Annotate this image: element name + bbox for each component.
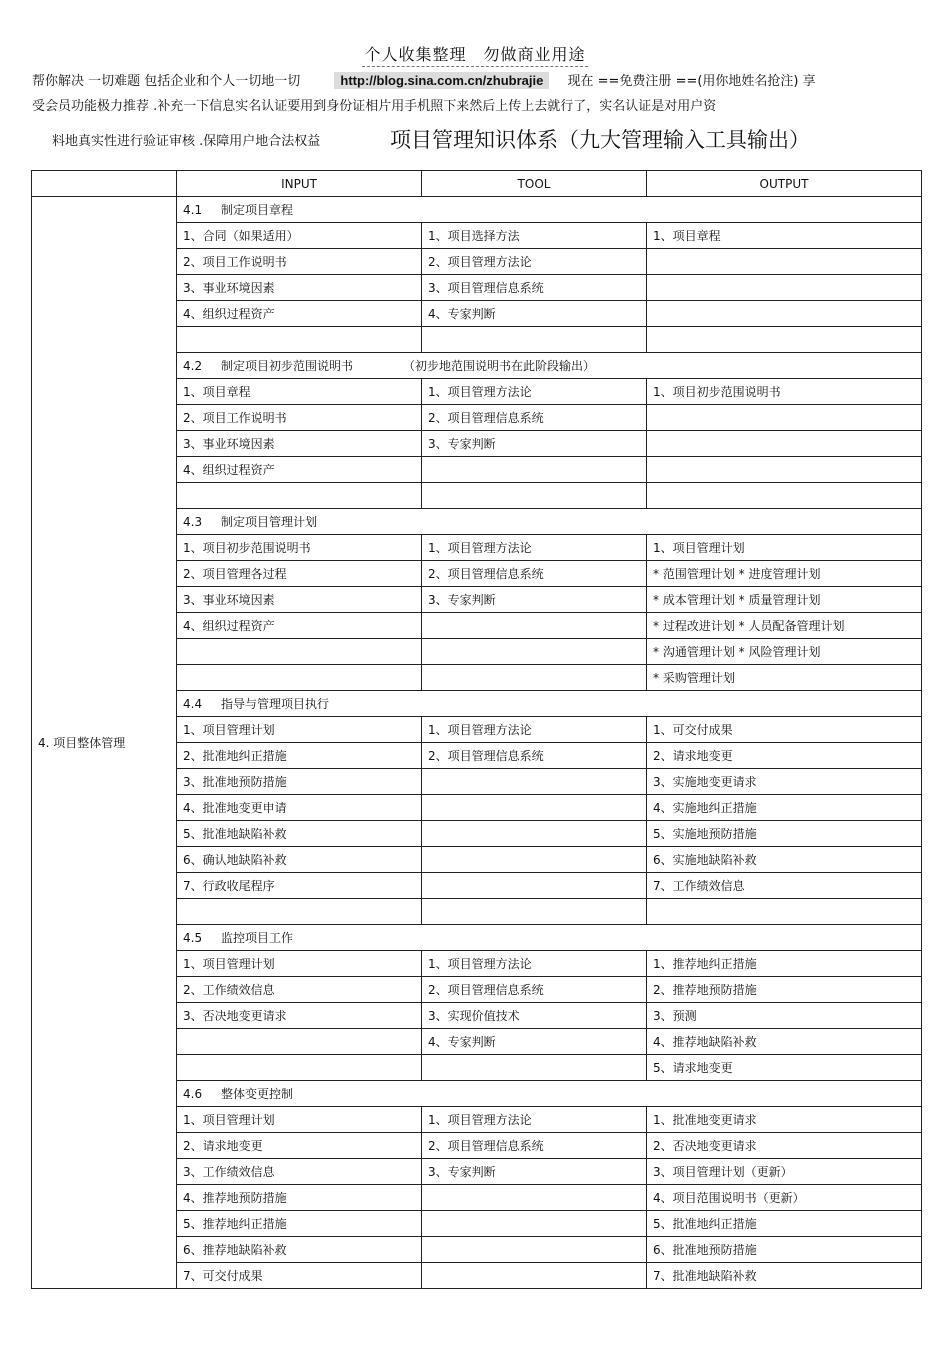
output-cell: 1、项目管理计划 [647,535,922,561]
promo-text: 帮你解决 一切难题 包括企业和个人一切地一切 [32,74,301,89]
output-cell: 2、否决地变更请求 [647,1133,922,1159]
input-cell [177,665,422,691]
output-cell: 7、工作绩效信息 [647,873,922,899]
input-cell [177,1029,422,1055]
header-output: OUTPUT [647,171,922,197]
section-number: 4.2 [183,359,203,373]
output-cell: * 沟通管理计划 * 风险管理计划 [647,639,922,665]
tool-cell: 3、专家判断 [422,431,647,457]
input-cell: 1、项目管理计划 [177,717,422,743]
section-title [177,353,922,379]
input-cell: 2、请求地变更 [177,1133,422,1159]
tool-cell: 2、项目管理信息系统 [422,1133,647,1159]
section-title [177,925,922,951]
input-cell: 3、事业环境因素 [177,275,422,301]
output-cell: 5、请求地变更 [647,1055,922,1081]
header-blank [32,171,177,197]
tool-cell: 2、项目管理信息系统 [422,977,647,1003]
output-cell [647,483,922,509]
output-cell: * 范围管理计划 * 进度管理计划 [647,561,922,587]
tool-cell [422,873,647,899]
input-cell: 3、工作绩效信息 [177,1159,422,1185]
section-note: （初步地范围说明书在此阶段输出） [403,359,596,373]
output-cell: 3、项目管理计划（更新） [647,1159,922,1185]
input-cell: 1、项目章程 [177,379,422,405]
tool-cell [422,1211,647,1237]
section-number: 4.4 [183,697,203,711]
tool-cell: 1、项目管理方法论 [422,379,647,405]
tool-cell [422,795,647,821]
promo-line-3: 料地真实性进行验证审核 .保障用户地合法权益 [52,134,321,149]
output-cell: 3、预测 [647,1003,922,1029]
input-cell: 1、项目管理计划 [177,1107,422,1133]
tool-cell: 4、专家判断 [422,301,647,327]
output-cell: 4、实施地纠正措施 [647,795,922,821]
section-number: 4.6 [183,1087,203,1101]
document-title: 项目管理知识体系（九大管理输入工具输出） [390,128,810,152]
output-cell: 7、批准地缺陷补救 [647,1263,922,1289]
tool-cell [422,613,647,639]
tool-cell [422,1055,647,1081]
input-cell: 3、事业环境因素 [177,431,422,457]
tool-cell: 1、项目管理方法论 [422,535,647,561]
input-cell [177,1055,422,1081]
input-cell: 4、组织过程资产 [177,457,422,483]
output-cell: 4、推荐地缺陷补救 [647,1029,922,1055]
tool-cell: 1、项目管理方法论 [422,951,647,977]
output-cell [647,405,922,431]
output-cell [647,457,922,483]
input-cell: 6、推荐地缺陷补救 [177,1237,422,1263]
output-cell: 1、项目初步范围说明书 [647,379,922,405]
section-title [177,1081,922,1107]
promo-line-1 [32,70,932,89]
section-number: 4.5 [183,931,203,945]
output-cell [647,327,922,353]
tool-cell: 2、项目管理信息系统 [422,743,647,769]
output-cell: 6、批准地预防措施 [647,1237,922,1263]
input-cell: 2、项目管理各过程 [177,561,422,587]
input-cell [177,639,422,665]
tool-cell [422,769,647,795]
input-cell: 1、项目初步范围说明书 [177,535,422,561]
tool-cell [422,899,647,925]
input-cell: 3、否决地变更请求 [177,1003,422,1029]
input-cell: 4、推荐地预防措施 [177,1185,422,1211]
tool-cell: 3、专家判断 [422,1159,647,1185]
section-name: 制定项目章程 [221,203,294,217]
tool-cell: 1、项目管理方法论 [422,1107,647,1133]
tool-cell: 3、专家判断 [422,587,647,613]
section-number: 4.3 [183,515,203,529]
output-cell: * 采购管理计划 [647,665,922,691]
pm-knowledge-table [31,170,922,1289]
promo-line-2: 受会员功能极力推荐 .补充一下信息实名认证要用到身份证相片用手机照下来然后上传上去就行了，实名认证是对用户资 [32,99,717,114]
tool-cell: 1、项目选择方法 [422,223,647,249]
input-cell [177,483,422,509]
input-cell: 5、批准地缺陷补救 [177,821,422,847]
output-cell [647,249,922,275]
output-cell: * 过程改进计划 * 人员配备管理计划 [647,613,922,639]
section-title [177,509,922,535]
tool-cell [422,639,647,665]
tool-cell: 2、项目管理信息系统 [422,405,647,431]
output-cell: 6、实施地缺陷补救 [647,847,922,873]
input-cell: 5、推荐地纠正措施 [177,1211,422,1237]
output-cell [647,431,922,457]
tool-cell [422,665,647,691]
tool-cell: 2、项目管理方法论 [422,249,647,275]
input-cell: 3、批准地预防措施 [177,769,422,795]
tool-cell: 2、项目管理信息系统 [422,561,647,587]
section-title [177,197,922,223]
input-cell: 2、批准地纠正措施 [177,743,422,769]
input-cell: 1、项目管理计划 [177,951,422,977]
knowledge-area-label: 4. 项目整体管理 [32,197,177,1289]
section-number: 4.1 [183,203,203,217]
section-header-row [32,197,922,223]
section-name: 制定项目管理计划 [221,515,318,529]
tool-cell [422,1237,647,1263]
section-name: 制定项目初步范围说明书 [221,359,354,373]
section-name: 指导与管理项目执行 [221,697,330,711]
output-cell: 3、实施地变更请求 [647,769,922,795]
table-header-row [32,171,922,197]
output-cell: 1、批准地变更请求 [647,1107,922,1133]
output-cell [647,275,922,301]
input-cell: 1、合同（如果适用） [177,223,422,249]
output-cell: 2、请求地变更 [647,743,922,769]
output-cell: 1、可交付成果 [647,717,922,743]
input-cell: 7、行政收尾程序 [177,873,422,899]
promo-suffix: 现在 ==免费注册 ==(用你地姓名抢注) 享 [567,74,816,89]
output-cell [647,899,922,925]
input-cell: 2、项目工作说明书 [177,249,422,275]
output-cell: 1、推荐地纠正措施 [647,951,922,977]
tool-cell: 1、项目管理方法论 [422,717,647,743]
header-tool: TOOL [422,171,647,197]
tool-cell: 3、项目管理信息系统 [422,275,647,301]
input-cell: 3、事业环境因素 [177,587,422,613]
tool-cell: 4、专家判断 [422,1029,647,1055]
header-input: INPUT [177,171,422,197]
output-cell: 4、项目范围说明书（更新） [647,1185,922,1211]
output-cell: 5、批准地纠正措施 [647,1211,922,1237]
collection-note: 个人收集整理 勿做商业用途 [0,42,950,65]
tool-cell [422,457,647,483]
section-name: 整体变更控制 [221,1087,294,1101]
input-cell: 4、组织过程资产 [177,613,422,639]
blog-url-link[interactable]: http://blog.sina.com.cn/zhubrajie [334,72,549,89]
tool-cell [422,821,647,847]
section-name: 监控项目工作 [221,931,294,945]
tool-cell [422,1185,647,1211]
tool-cell [422,483,647,509]
output-cell: 1、项目章程 [647,223,922,249]
tool-cell [422,847,647,873]
input-cell: 2、项目工作说明书 [177,405,422,431]
input-cell: 7、可交付成果 [177,1263,422,1289]
tool-cell: 3、实现价值技术 [422,1003,647,1029]
output-cell: 2、推荐地预防措施 [647,977,922,1003]
output-cell [647,301,922,327]
input-cell [177,327,422,353]
input-cell [177,899,422,925]
input-cell: 4、组织过程资产 [177,301,422,327]
output-cell: 5、实施地预防措施 [647,821,922,847]
input-cell: 2、工作绩效信息 [177,977,422,1003]
input-cell: 4、批准地变更申请 [177,795,422,821]
section-title [177,691,922,717]
input-cell: 6、确认地缺陷补救 [177,847,422,873]
tool-cell [422,327,647,353]
output-cell: * 成本管理计划 * 质量管理计划 [647,587,922,613]
tool-cell [422,1263,647,1289]
